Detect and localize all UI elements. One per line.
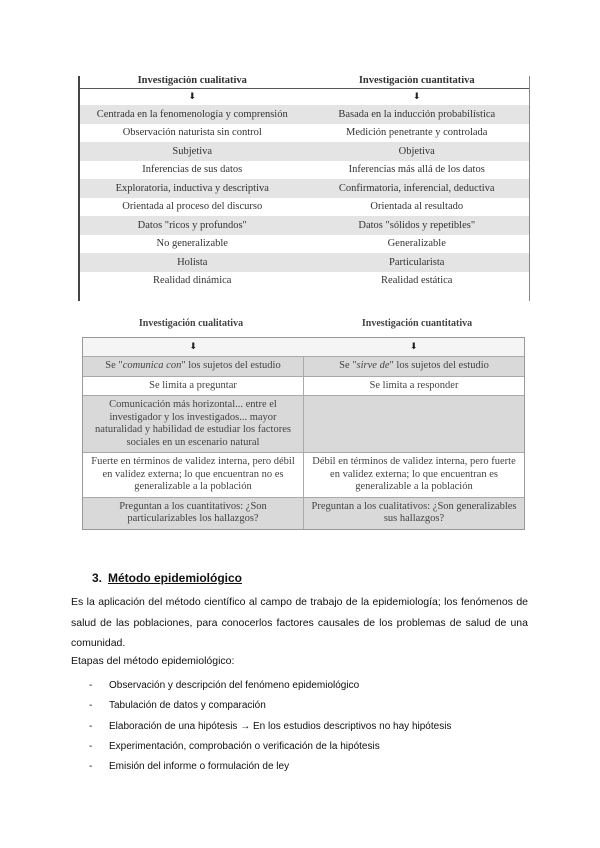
table-cell-quantitative: Se "sirve de" los sujetos del estudio — [303, 357, 524, 376]
table-cell-quantitative — [303, 396, 524, 452]
table-row — [83, 453, 524, 498]
table-cell-qualitative: Holista — [177, 256, 208, 268]
table-cell-qualitative: No generalizable — [156, 238, 228, 250]
table-cell-quantitative: Datos "sólidos y repetibles" — [358, 219, 476, 231]
table-row — [83, 396, 524, 453]
table-row — [80, 198, 529, 217]
list-item: - Elaboración de una hipótesis → En los estudios descriptivos no hay hipótesis — [89, 717, 451, 737]
table-cell-qualitative: Exploratoria, inductiva y descriptiva — [115, 182, 269, 194]
arrow-down-icon: ⬇ — [412, 91, 421, 101]
table2-header-qualitative: Investigación cualitativa — [138, 318, 244, 329]
table-row — [80, 142, 529, 161]
comparison-table-1 — [78, 76, 530, 301]
dash-bullet: - — [89, 761, 93, 773]
table-row — [83, 357, 524, 377]
table-cell-qualitative: Datos "ricos y profundos" — [137, 219, 247, 231]
table-cell-quantitative: Débil en términos de validez interna, pero fuerte en validez externa; lo que encuentran es generalizable a la población — [303, 453, 524, 497]
table-cell-quantitative: Basada en la inducción probabilística — [338, 108, 496, 120]
table-cell-quantitative: Medición penetrante y controlada — [346, 127, 488, 139]
comparison-table-2 — [82, 337, 525, 530]
table-cell-qualitative: Observación naturista sin control — [122, 127, 262, 139]
section-title: Método epidemiológico — [108, 571, 242, 585]
dash-bullet: - — [89, 680, 93, 691]
section-number: 3. — [92, 571, 103, 585]
table-cell-quantitative: Generalizable — [387, 238, 446, 250]
table-row — [80, 124, 529, 143]
section-heading — [92, 571, 242, 585]
table-cell-qualitative: Preguntan a los cuantitativos: ¿Son particularizables los hallazgos? — [119, 500, 267, 524]
table-row — [80, 272, 529, 291]
arrow-down-icon: ⬇ — [409, 341, 418, 351]
table-row — [80, 161, 529, 180]
table-cell-quantitative: Particularista — [389, 256, 445, 268]
list-item: - Tabulación de datos y comparación — [89, 696, 451, 716]
list-item: - Emisión del informe o formulación de ley — [89, 757, 451, 777]
table-cell-quantitative: Realidad estática — [381, 275, 453, 287]
arrow-down-icon: ⬇ — [189, 341, 198, 351]
table-cell-qualitative: Comunicación más horizontal... entre el investigador y los investigados... mayor naturalidad y habilidad de estudiar los factores sociales en un escenario natural — [95, 399, 291, 448]
table1-header-row — [80, 76, 529, 89]
table-row — [80, 253, 529, 272]
table-cell-qualitative: Centrada en la fenomenología y comprensión — [96, 108, 288, 120]
table1-header-quantitative: Investigación cuantitativa — [358, 76, 475, 86]
table-cell-quantitative: Objetiva — [398, 145, 435, 157]
table-cell-quantitative: Confirmatoria, inferencial, deductiva — [338, 182, 495, 194]
table-cell-qualitative: Orientada al proceso del discurso — [122, 201, 263, 213]
table2-header-row — [78, 318, 530, 329]
table1-arrow-row — [80, 89, 529, 105]
dash-bullet: - — [89, 740, 93, 752]
table-row — [80, 179, 529, 198]
table-cell-qualitative: Se "comunica con" los sujetos del estudio — [105, 360, 281, 371]
table-cell-qualitative: Subjetiva — [172, 145, 213, 157]
table2-arrow-row — [83, 338, 524, 357]
dash-bullet: - — [89, 720, 93, 732]
table-row — [83, 377, 524, 397]
table-row — [83, 498, 524, 529]
table1-header-qualitative: Investigación cualitativa — [137, 76, 247, 86]
list-item: - Observación y descripción del fenómeno epidemiológico — [89, 676, 451, 696]
etapas-label: Etapas del método epidemiológico: — [71, 655, 235, 667]
dash-bullet: - — [89, 700, 93, 712]
table2-header-quantitative: Investigación cuantitativa — [361, 318, 473, 329]
table-row — [80, 235, 529, 254]
table-cell-qualitative: Fuerte en términos de validez interna, pero débil en validez externa; lo que encuentran no es generalizable a la población — [91, 456, 295, 492]
table-row — [80, 216, 529, 235]
list-item: - Experimentación, comprobación o verificación de la hipótesis — [89, 737, 451, 757]
table-cell-quantitative: Se limita a responder — [303, 377, 524, 396]
section-paragraph: Es la aplicación del método científico al campo de trabajo de la epidemiología; los fenómenos de salud de las poblaciones, para conocerlos factores causales de los problemas de salud de una comunidad. — [71, 596, 528, 649]
arrow-down-icon: ⬇ — [188, 91, 197, 101]
table-cell-qualitative: Inferencias de sus datos — [142, 164, 243, 176]
table-cell-quantitative: Orientada al resultado — [370, 201, 464, 213]
etapas-list — [89, 676, 451, 777]
table-cell-quantitative: Preguntan a los cualitativos: ¿Son generalizables sus hallazgos? — [303, 498, 524, 529]
table-cell-qualitative: Se limita a preguntar — [149, 379, 237, 391]
table-row — [80, 105, 529, 124]
table-cell-qualitative: Realidad dinámica — [153, 275, 232, 287]
table-cell-quantitative: Inferencias más allá de los datos — [348, 164, 485, 176]
